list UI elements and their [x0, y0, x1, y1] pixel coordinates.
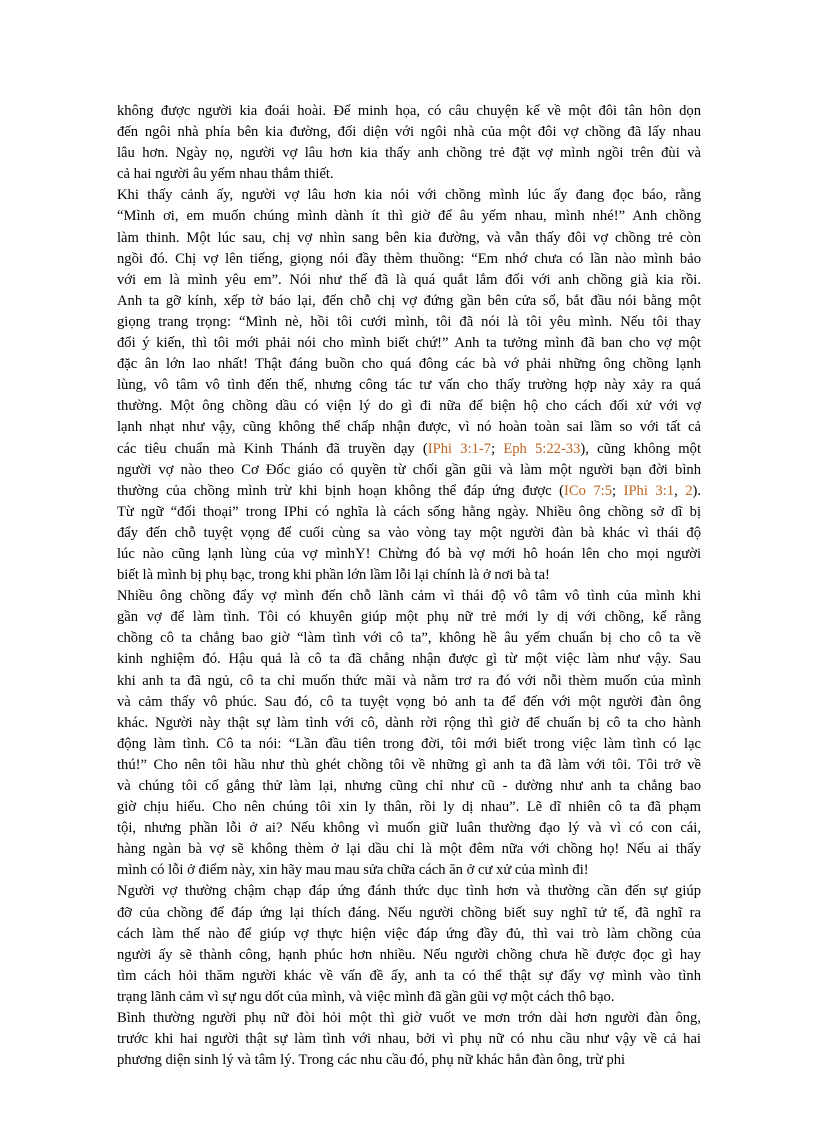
text-segment: “Mình ơi, em muốn chúng mình dành ít thì giờ để âu yếm nhau, mình nhé!” Anh chồng	[117, 208, 701, 225]
text-segment: khác. Người này thật sự làm tình với cô, dành rời rộng thì giờ để chuẩn bị cô ta cho hành	[117, 714, 701, 731]
text-line	[117, 818, 701, 839]
text-line	[117, 1029, 701, 1050]
text-line	[117, 249, 701, 270]
text-line	[117, 270, 701, 291]
text-segment: trước khi hai người thật sự làm tình với nhau, bởi vì phụ nữ có nhu cầu như vậy về cả hai	[117, 1031, 701, 1048]
scripture-reference-link[interactable]: IPhi 3:1-7	[427, 440, 492, 457]
text-line	[117, 839, 701, 860]
text-line	[117, 797, 701, 818]
text-line	[117, 734, 701, 755]
text-line	[117, 966, 701, 987]
text-segment: không được người kia đoái hoài. Để minh họa, có câu chuyện kể về một đôi tân hôn dọn	[117, 103, 701, 119]
text-line	[117, 206, 701, 227]
text-segment: các tiêu chuẩn mà Kinh Thánh đã truyền dạy (	[117, 440, 428, 457]
text-line	[117, 228, 701, 249]
text-segment: lạnh nhạt như vậy, cũng không thể chấp nhận được, vì nó hoàn toàn sai lầm so với tất cả	[117, 419, 701, 436]
text-segment: đến ngôi nhà phía bên kia đường, đối diện với ngôi nhà của một đôi vợ chồng đã lấy nhau	[117, 124, 701, 141]
text-segment: giọng trang trọng: “Mình nè, hồi tôi cưới mình, tôi đã nói là tôi yêu mình. Nếu tôi thay	[117, 313, 701, 330]
text-line	[117, 1050, 701, 1071]
text-segment: người vợ nào theo Cơ Đốc giáo có quyền từ chối gần gũi và làm một người bạn đời bình	[117, 461, 701, 478]
text-line	[117, 776, 701, 797]
text-segment: Người vợ thường chậm chạp đáp ứng đánh thức dục tình hơn và thường cần đến sự giúp	[117, 883, 701, 900]
text-segment: chồng cô ta chẳng bao giờ “làm tình với cô ta”, không hề âu yếm chuẩn bị cho cô ta về	[117, 630, 701, 647]
text-segment: và cảm thấy vô phúc. Sau đó, cô ta tuyệt vọng bỏ anh ta để đến với một người đàn ông	[117, 693, 701, 710]
text-line	[117, 502, 701, 523]
text-line	[117, 460, 701, 481]
text-line	[117, 122, 701, 143]
text-segment: người ấy sẽ thành công, hạnh phúc hơn nhiều. Nếu người chồng chưa hề được đọc gì hay	[117, 946, 701, 963]
text-segment: thường. Một ông chồng dầu có viện lý do gì đi nữa để biện hộ cho cách đối xử với vợ	[117, 398, 701, 415]
text-segment: ngồi đó. Chị vợ lên tiếng, giọng nói đầy thèm thuồng: “Em nhớ chưa có lần nào mình bảo	[117, 250, 701, 267]
text-line	[117, 439, 701, 460]
text-segment: cách làm thế nào để giúp vợ thực hiện việc đáp ứng đầy đủ, thì vai trò làm chồng của	[117, 925, 701, 942]
text-segment: tội, nhưng phần lỗi ở ai? Nếu không vì muốn giữ luân thường đạo lý và vì có con cái,	[117, 820, 701, 837]
text-segment: đỡ của chồng để đáp ứng lại thích đáng. Nếu người chồng biết suy nghĩ tử tế, đã nghĩ ra	[117, 904, 701, 921]
text-segment: Bình thường người phụ nữ đòi hỏi một thì giờ vuốt ve mơn trớn dài hơn người đàn ông,	[117, 1010, 701, 1027]
document-page	[117, 101, 701, 1071]
text-line	[117, 671, 701, 692]
text-line	[117, 143, 701, 164]
text-line	[117, 544, 701, 565]
text-line	[117, 481, 701, 502]
text-line	[117, 903, 701, 924]
text-segment: lâu hơn. Ngày nọ, người vợ lâu hơn kia thấy anh chồng trẻ đặt vợ mình ngồi trên đùi và	[117, 145, 701, 162]
paragraph-p5	[117, 1008, 701, 1071]
text-segment: biết là mình bị phụ bạc, trong khi phần lớn lầm lỗi lại chính là ở nơi bà ta!	[117, 567, 550, 584]
text-line	[117, 755, 701, 776]
text-line	[117, 924, 701, 945]
text-line	[117, 185, 701, 206]
text-segment: cả hai người âu yếm nhau thắm thiết.	[117, 166, 334, 183]
text-line	[117, 987, 701, 1008]
text-line	[117, 860, 701, 881]
text-line	[117, 396, 701, 417]
text-line	[117, 312, 701, 333]
text-segment: thường của chồng mình trừ khi bịnh hoạn không thể đáp ứng được (	[117, 482, 564, 499]
scripture-reference-link[interactable]: ICo 7:5	[563, 482, 613, 499]
text-line	[117, 1008, 701, 1029]
text-line	[117, 713, 701, 734]
text-segment: thú!” Cho nên tôi hầu như thù ghét chồng tôi về những gì anh ta đã làm với tôi. Tôi trở về	[117, 756, 701, 773]
text-segment: khi anh ta đã ngủ, cô ta chỉ muốn thức mãi và nằm trơ ra đó với nỗi thèm muốn của mình	[117, 672, 701, 689]
text-line	[117, 649, 701, 670]
text-line	[117, 375, 701, 396]
text-segment: Anh ta gỡ kính, xếp tờ báo lại, đến chỗ chị vợ đứng gần bên cửa sổ, bắt đầu nói bằng một	[117, 292, 701, 309]
text-line	[117, 101, 701, 122]
text-segment: ;	[612, 482, 624, 499]
text-segment: hàng ngàn bà vợ sẽ không thèm ở lại dầu chỉ là một đêm nữa với chồng họ! Nếu ai thấy	[117, 841, 701, 858]
text-line	[117, 333, 701, 354]
text-line	[117, 565, 701, 586]
text-segment: động làm tình. Cô ta nói: “Lần đầu tiên trong đời, tôi mới biết trong việc làm tình có lạc	[117, 735, 701, 752]
text-line	[117, 523, 701, 544]
text-line	[117, 692, 701, 713]
text-segment: mình có lỗi ở điểm này, xin hãy mau mau sửa chữa cách ăn ở cư xử của mình đi!	[117, 862, 589, 879]
text-segment: và chúng tôi cố gắng thử làm lại, nhưng cũng chỉ như cũ - dường như anh ta chẳng bao	[117, 778, 701, 794]
text-segment: trạng lãnh cảm vì sự ngu dốt của mình, và việc mình đã gần gũi vợ một cách thô bạo.	[117, 988, 615, 1005]
paragraph-p4	[117, 881, 701, 1008]
paragraph-p3	[117, 586, 701, 881]
text-segment: đổi ý kiến, thì tôi mới phải nói cho mình biết chứ!” Anh ta tưởng mình đã ban cho vợ một	[117, 335, 701, 352]
text-segment: ).	[692, 482, 702, 499]
scripture-reference-link[interactable]: 2	[685, 482, 693, 499]
text-segment: ,	[674, 482, 686, 499]
text-line	[117, 291, 701, 312]
text-segment: Khi thấy cảnh ấy, người vợ lâu hơn kia nói với chồng mình lúc ấy đang đọc báo, rằng	[117, 187, 701, 204]
text-segment: gần vợ để làm tình. Tôi có khuyên giúp một phụ nữ trẻ mới ly dị với chồng, kể rằng	[117, 609, 701, 626]
text-line	[117, 945, 701, 966]
text-segment: lùng, vô tâm vô tình đến thế, nhưng công tác tư vấn cho thấy trường hợp này xảy ra quá	[117, 377, 701, 394]
text-segment: với em là mình yêu em”. Nói như thế đã là quá quắt lắm đối với anh chồng già kia rồi.	[117, 271, 701, 288]
text-line	[117, 417, 701, 438]
text-segment: làm thinh. Một lúc sau, chị vợ nhìn sang bên kia đường, và vẫn thấy đôi vợ chồng trẻ còn	[117, 229, 701, 246]
text-segment: lúc nào cũng lạnh lùng của vợ mìnhY! Chừng đó bà vợ mới hô hoán lên cho mọi người	[117, 545, 701, 562]
scripture-reference-link[interactable]: IPhi 3:1	[623, 482, 675, 499]
text-line	[117, 164, 701, 185]
text-segment: ), cũng không một	[580, 440, 701, 457]
paragraph-p1	[117, 101, 701, 185]
text-segment: tìm cách hỏi thăm người khác về vấn đề ấy, anh ta có thể thật sự đẩy vợ mình vào tình	[117, 967, 701, 984]
text-segment: kinh nghiệm đó. Hậu quả là cô ta đã chẳng nhận được gì từ một việc làm như vậy. Sau	[117, 651, 701, 668]
paragraph-p2	[117, 185, 701, 586]
text-segment: phương diện sinh lý và tâm lý. Trong các nhu cầu đó, phụ nữ khác hẳn đàn ông, trừ phi	[117, 1052, 626, 1069]
text-segment: ;	[491, 440, 504, 457]
text-segment: Nhiều ông chồng đẩy vợ mình đến chỗ lãnh cảm vì thái độ vô tâm vô tình của mình khi	[117, 588, 701, 605]
text-segment: đẩy đến chỗ tuyệt vọng để cuối cùng sa vào vòng tay một người đàn bà khác vì thái độ	[117, 524, 701, 541]
scripture-reference-link[interactable]: Eph 5:22-33	[503, 440, 581, 457]
text-line	[117, 881, 701, 902]
text-line	[117, 607, 701, 628]
text-line	[117, 586, 701, 607]
text-line	[117, 628, 701, 649]
text-line	[117, 354, 701, 375]
text-segment: giờ chịu hiểu. Cho nên chúng tôi xin ly thân, rồi ly dị nhau”. Lẽ dĩ nhiên cô ta đã phạm	[117, 799, 701, 816]
text-segment: Từ ngữ “đối thoại” trong IPhi có nghĩa là cách sống hằng ngày. Nhiều ông chồng sở dĩ bị	[117, 503, 701, 520]
text-segment: đặc ân lớn lao nhất! Thật đáng buồn cho quá đông các bà vớ phải những ông chồng lạnh	[117, 356, 701, 373]
